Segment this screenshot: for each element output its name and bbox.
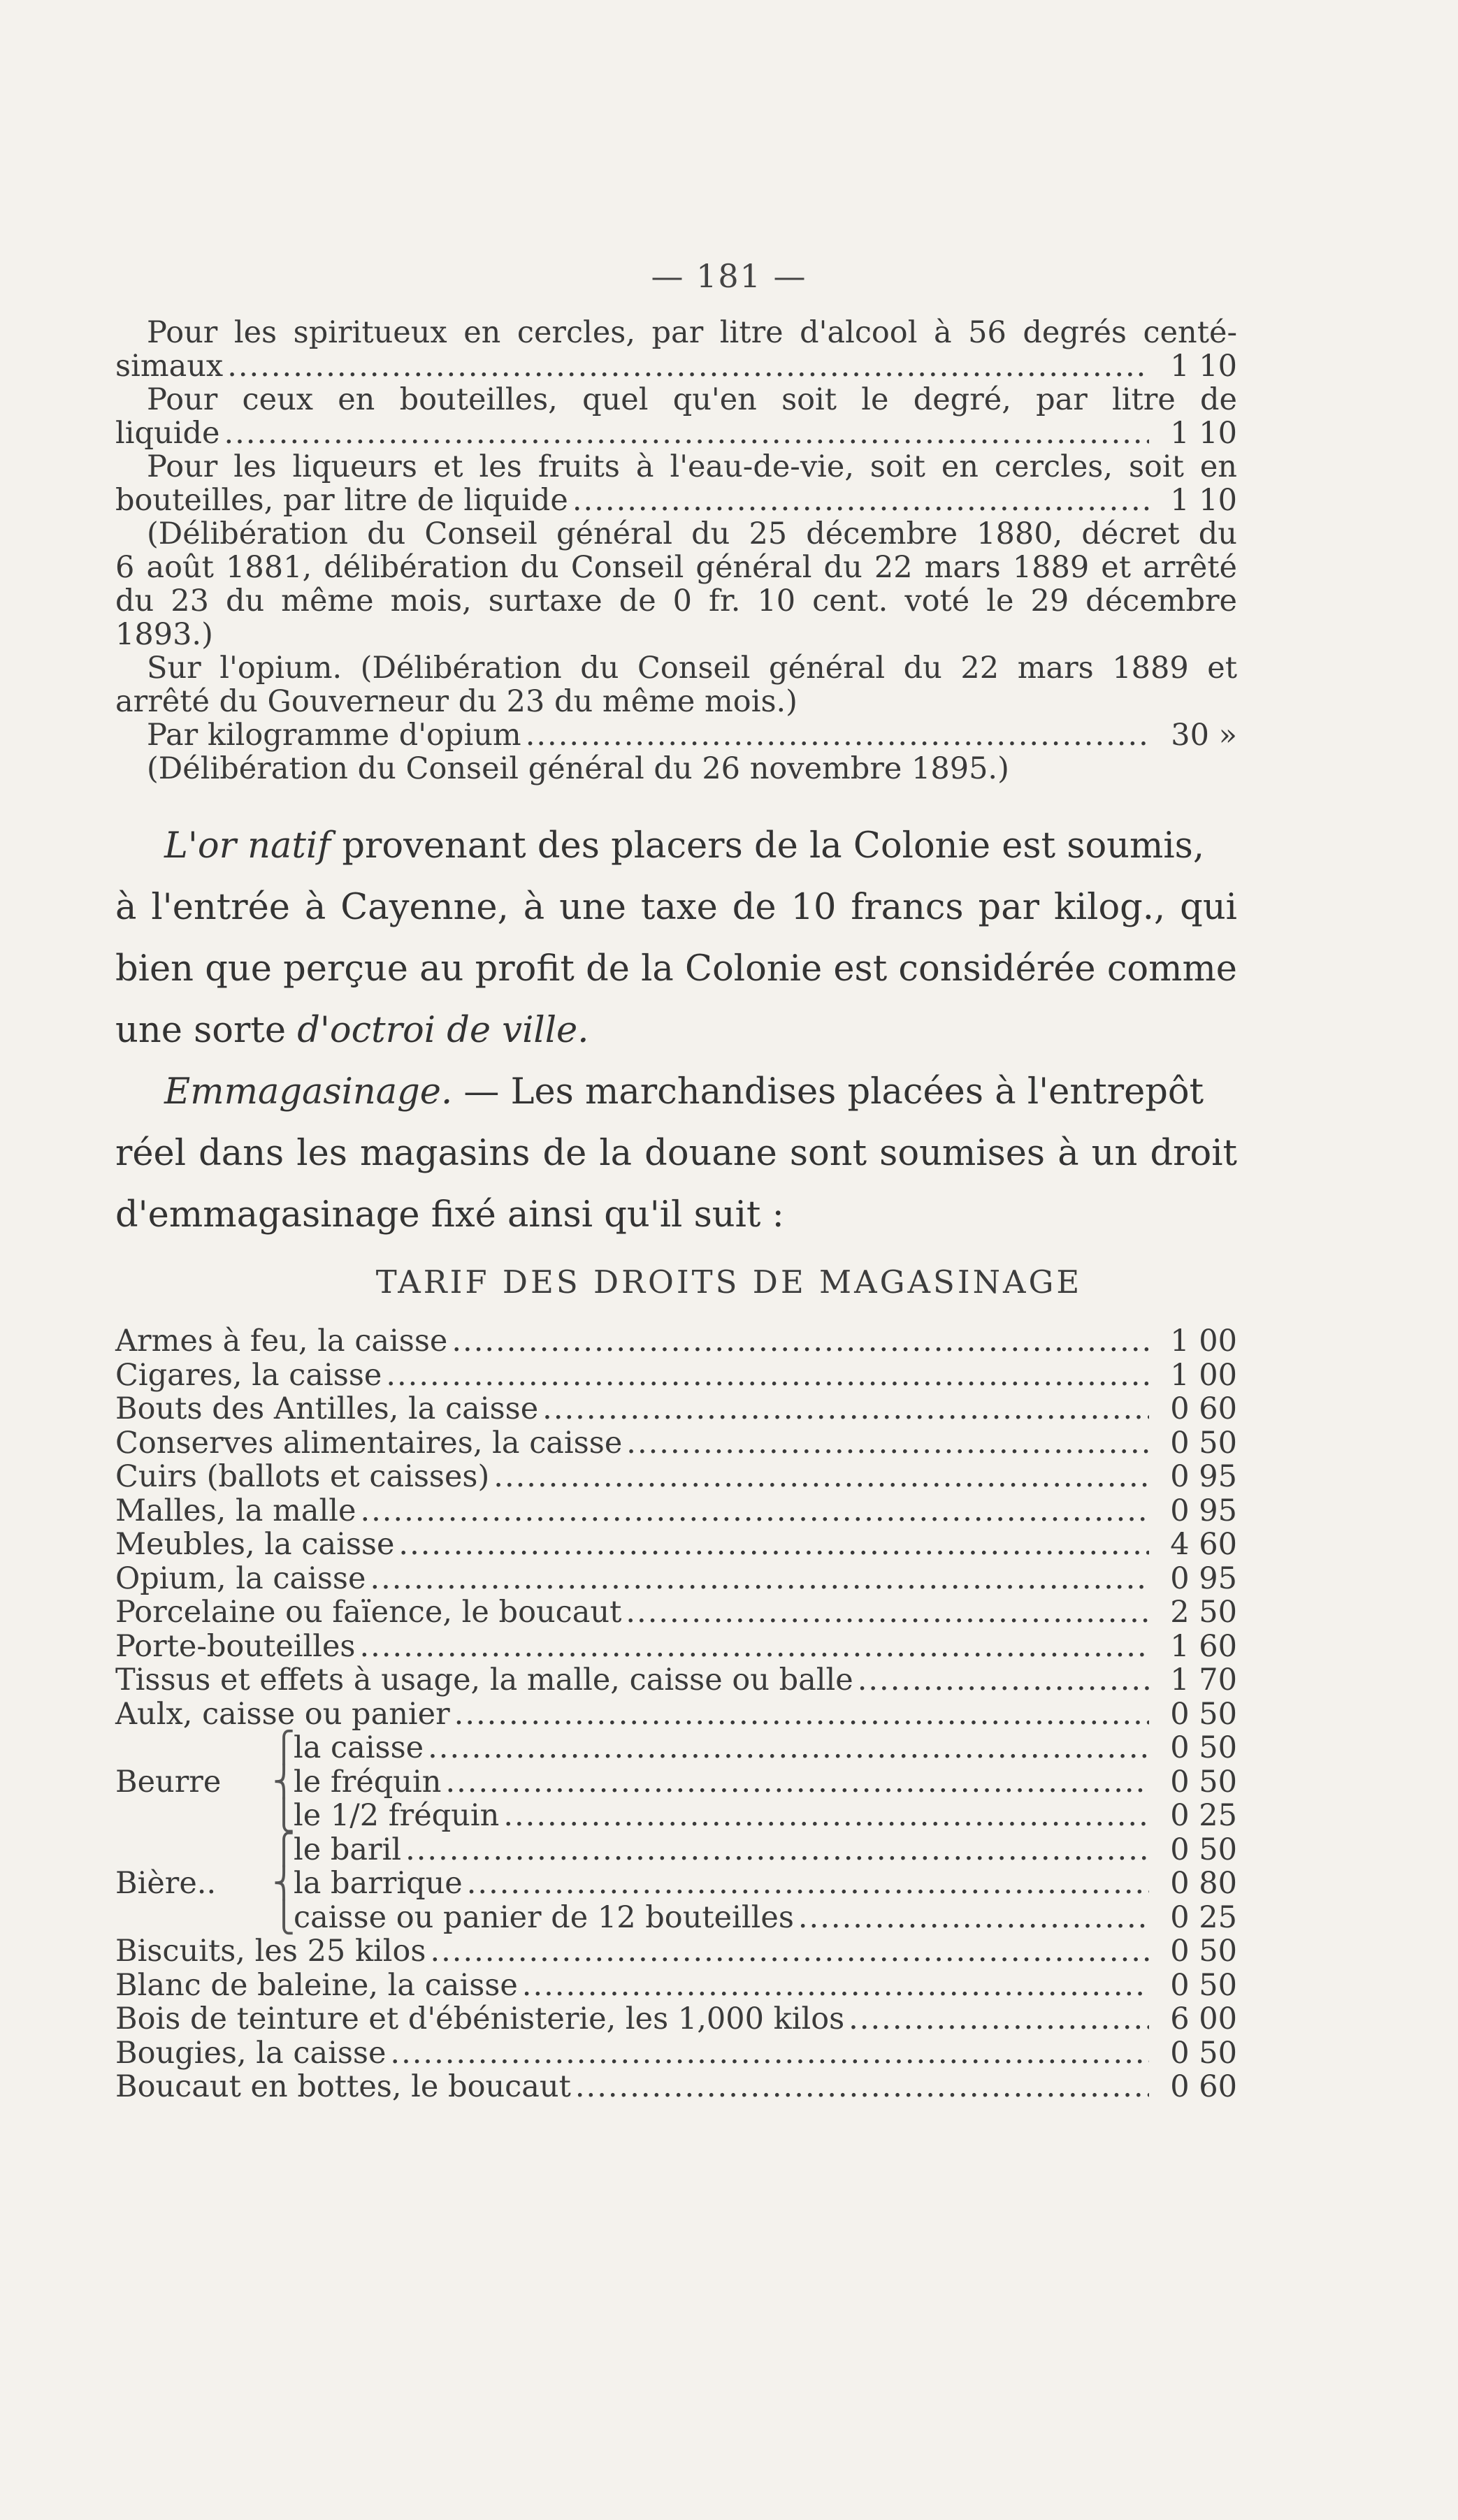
tariff-label: le fréquin [294, 1764, 442, 1800]
or-natif-line-1 [115, 816, 1237, 877]
leader-dots [360, 1494, 1149, 1528]
opium-line-1: Sur l'opium. (Délibération du Conseil général du 22 mars 1889 et [147, 651, 1237, 686]
tariff-price: 0 95 [1170, 1493, 1237, 1528]
tariff-row-biere [115, 1901, 1237, 1935]
tariff-row [115, 1359, 1237, 1393]
tariff-price: 0 50 [1170, 1730, 1237, 1765]
spirits-line-2a: Pour ceux en bouteilles, quel qu'en soit le degré, par litre de [147, 382, 1237, 417]
leader-dots [798, 1901, 1149, 1935]
leader-dots [452, 1324, 1149, 1359]
tariff-row [115, 1324, 1237, 1359]
spirits-line-3b [115, 484, 1237, 517]
tariff-label: Conserves alimentaires, la caisse [115, 1425, 623, 1461]
liqueurs-label: bouteilles, par litre de liquide [115, 483, 568, 518]
tariff-label: le baril [294, 1832, 402, 1867]
leader-dots [390, 2036, 1149, 2071]
bottles-price: 1 10 [1170, 416, 1237, 451]
tariff-row-biere [115, 1867, 1237, 1901]
leader-dots [522, 1969, 1149, 2003]
tariff-label: Boucaut en bottes, le boucaut [115, 2069, 571, 2104]
tariff-price: 0 95 [1170, 1459, 1237, 1494]
tariff-price: 0 60 [1170, 2069, 1237, 2104]
tariff-label: Porcelaine ou faïence, le boucaut [115, 1595, 622, 1630]
tariff-row-beurre [115, 1799, 1237, 1833]
tariff-price: 6 00 [1170, 2001, 1237, 2036]
opium-line-2: arrêté du Gouverneur du 23 du même mois.) [115, 684, 797, 719]
emmagasinage-text: — Les marchandises placées à l'entrepôt [452, 1071, 1204, 1113]
leader-dots [493, 1460, 1149, 1494]
tariff-label: Meubles, la caisse [115, 1527, 395, 1562]
tariff-label: Biscuits, les 25 kilos [115, 1934, 426, 1969]
tariff-label: Cigares, la caisse [115, 1357, 382, 1393]
tariff-price: 0 50 [1170, 1425, 1237, 1461]
spirits-line-2b [115, 417, 1237, 450]
tariff-row [115, 1562, 1237, 1596]
opium-kg-label: Par kilogramme d'opium [147, 718, 521, 753]
tariff-row [115, 1934, 1237, 1969]
leader-dots [360, 1630, 1150, 1664]
tariff-price: 0 50 [1170, 1934, 1237, 1969]
or-natif-line-2: à l'entrée à Cayenne, à une taxe de 10 francs par kilog., qui [115, 887, 1237, 928]
page-number: — 181 — [651, 257, 807, 295]
tariff-price: 1 70 [1170, 1663, 1237, 1697]
leader-dots [445, 1765, 1149, 1800]
spirits-line-1b [115, 349, 1237, 383]
spirits-price: 1 10 [1170, 349, 1237, 384]
emmagasinage-term: Emmagasinage. [164, 1071, 453, 1113]
tariff-price: 0 50 [1170, 1967, 1237, 2003]
leader-dots [227, 349, 1149, 383]
tariff-row [115, 1494, 1237, 1528]
leader-dots [224, 417, 1149, 450]
opium-kg-line [115, 718, 1237, 752]
delib-line-2: 6 août 1881, délibération du Conseil général du 22 mars 1889 et arrêté [115, 550, 1237, 585]
or-natif-text: provenant des placers de la Colonie est soumis, [331, 825, 1205, 867]
tariff-row [115, 1528, 1237, 1562]
tariff-row [115, 1697, 1237, 1732]
tariff-label: le 1/2 fréquin [294, 1798, 500, 1833]
tariff-label: Malles, la malle [115, 1493, 356, 1528]
or-natif-line-3: bien que perçue au profit de la Colonie est considérée comme [115, 948, 1237, 990]
leader-dots [575, 2070, 1149, 2104]
table-title: TARIF DES DROITS DE MAGASINAGE [375, 1263, 1083, 1301]
brace-icon: ⎩ [273, 1798, 296, 1833]
leader-dots [626, 1595, 1149, 1630]
leader-dots [572, 484, 1149, 517]
tariff-row-biere [115, 1833, 1237, 1867]
tariff-row-beurre [115, 1765, 1237, 1800]
spirits-line-3a: Pour les liqueurs et les fruits à l'eau-de-vie, soit en cercles, soit en [147, 449, 1237, 484]
or-natif-line-4 [115, 1000, 1237, 1062]
group-label-biere: Bière.. [115, 1866, 217, 1901]
tariff-price: 0 50 [1170, 1832, 1237, 1867]
leader-dots [430, 1934, 1149, 1969]
octroi-term: d'octroi de ville. [297, 1010, 589, 1051]
body-text [115, 816, 1237, 1246]
tariff-label: Tissus et effets à usage, la malle, caisse ou balle [115, 1663, 853, 1697]
leader-dots [467, 1867, 1149, 1901]
tariff-price: 2 50 [1170, 1595, 1237, 1630]
tariff-table [115, 1324, 1237, 2104]
tariff-label: Bois de teinture et d'ébénisterie, les 1,000 kilos [115, 2001, 845, 2036]
opium-kg-price: 30 » [1171, 718, 1237, 753]
leader-dots [858, 1663, 1149, 1697]
brace-icon: ⎩ [273, 1899, 296, 1935]
tariff-row-beurre [115, 1731, 1237, 1765]
delib-line-1: (Délibération du Conseil général du 25 décembre 1880, décret du [147, 516, 1237, 551]
brace-icon: ⎧ [273, 1832, 296, 1867]
tariff-price: 0 25 [1170, 1798, 1237, 1833]
emmagasinage-line-1 [115, 1062, 1237, 1123]
delib-line-3: du 23 du même mois, surtaxe de 0 fr. 10 cent. voté le 29 décembre [115, 584, 1237, 618]
tariff-price: 0 50 [1170, 1696, 1237, 1732]
tariff-price: 1 00 [1170, 1324, 1237, 1359]
tariff-label: Cuirs (ballots et caisses) [115, 1459, 490, 1494]
bottles-label: liquide [115, 416, 220, 451]
tariff-price: 0 80 [1170, 1866, 1237, 1901]
group-label-beurre: Beurre [115, 1764, 222, 1800]
leader-dots [386, 1359, 1149, 1393]
tariff-label: Blanc de baleine, la caisse [115, 1967, 518, 2003]
tariff-label: Aulx, caisse ou panier [115, 1696, 450, 1732]
brace-icon: ⎨ [273, 1764, 296, 1800]
tariff-price: 0 60 [1170, 1391, 1237, 1426]
tariff-row [115, 1630, 1237, 1664]
tariff-row [115, 2036, 1237, 2071]
tariff-label: la caisse [294, 1730, 424, 1765]
liqueurs-price: 1 10 [1170, 483, 1237, 518]
tariff-price: 1 00 [1170, 1357, 1237, 1393]
opium-delib: (Délibération du Conseil général du 26 novembre 1895.) [147, 751, 1009, 786]
spirits-line-1a: Pour les spiritueux en cercles, par litre d'alcool à 56 degrés centé- [147, 315, 1237, 350]
tariff-price: 1 60 [1170, 1628, 1237, 1664]
tariff-price: 0 50 [1170, 1764, 1237, 1800]
emmagasinage-line-2: réel dans les magasins de la douane sont soumises à un droit [115, 1133, 1237, 1174]
tariff-label: Porte-bouteilles [115, 1628, 356, 1664]
tariff-label: Armes à feu, la caisse [115, 1324, 448, 1359]
or-natif-term: L'or natif [164, 825, 331, 867]
tariff-price: 0 50 [1170, 2035, 1237, 2071]
tariff-row [115, 1460, 1237, 1494]
leader-dots [526, 718, 1149, 752]
tariff-row [115, 1595, 1237, 1630]
leader-dots [398, 1528, 1149, 1562]
leader-dots [428, 1731, 1149, 1765]
brace-icon: ⎧ [273, 1730, 296, 1765]
leader-dots [454, 1697, 1149, 1732]
tariff-row [115, 2002, 1237, 2036]
tariff-label: la barrique [294, 1866, 463, 1901]
tariff-price: 0 25 [1170, 1899, 1237, 1935]
tariff-label: Bougies, la caisse [115, 2035, 387, 2071]
tariff-row [115, 1663, 1237, 1697]
tariff-label: Bouts des Antilles, la caisse [115, 1391, 539, 1426]
leader-dots [405, 1833, 1149, 1867]
brace-icon: ⎨ [273, 1866, 296, 1901]
tariff-row [115, 1969, 1237, 2003]
tariff-price: 4 60 [1170, 1527, 1237, 1562]
tariff-row [115, 1392, 1237, 1426]
leader-dots [626, 1426, 1149, 1461]
spirits-section [115, 316, 1237, 785]
leader-dots [503, 1799, 1149, 1833]
tariff-price: 0 95 [1170, 1560, 1237, 1596]
or-natif-line-4-start: une sorte [115, 1010, 298, 1051]
tariff-label: Opium, la caisse [115, 1560, 366, 1596]
emmagasinage-line-3: d'emmagasinage fixé ainsi qu'il suit : [115, 1194, 784, 1236]
leader-dots [370, 1562, 1149, 1596]
leader-dots [849, 2002, 1149, 2036]
leader-dots [542, 1392, 1149, 1426]
tariff-row [115, 1426, 1237, 1461]
delib-line-4: 1893.) [115, 617, 213, 652]
tariff-row [115, 2070, 1237, 2104]
spirits-label: simaux [115, 349, 224, 384]
tariff-label: caisse ou panier de 12 bouteilles [294, 1899, 794, 1935]
